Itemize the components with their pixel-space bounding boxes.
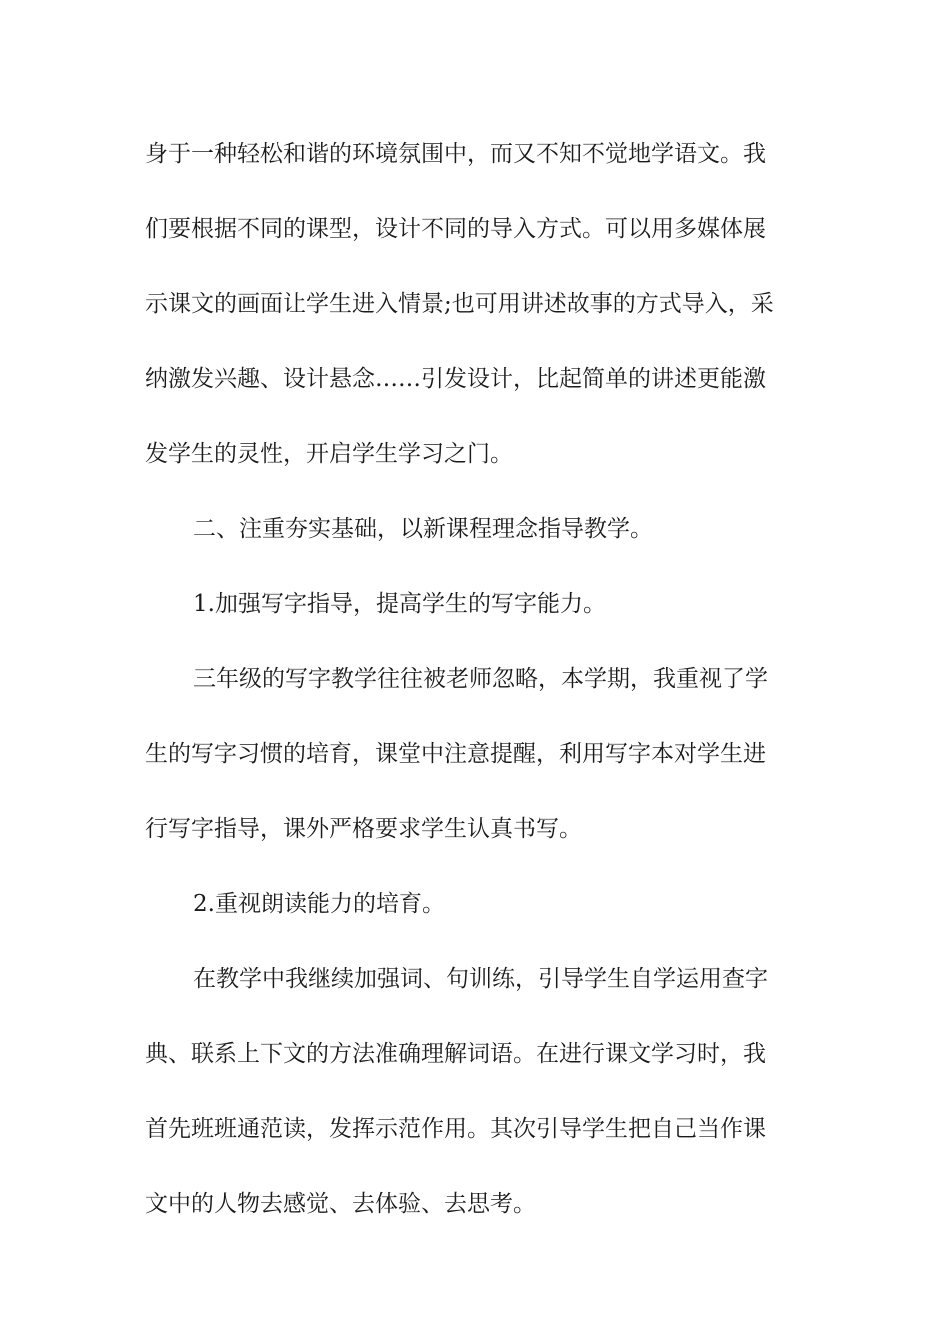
paragraph-line: 身于一种轻松和谐的环境氛围中，而又不知不觉地学语文。我 <box>145 141 766 167</box>
paragraph-line: 首先班班通范读，发挥示范作用。其次引导学生把自己当作课 <box>145 1116 766 1142</box>
paragraph-line: 发学生的灵性，开启学生学习之门。 <box>145 441 513 467</box>
paragraph-line: 在教学中我继续加强词、句训练，引导学生自学运用查字 <box>193 966 768 992</box>
paragraph-line: 典、联系上下文的方法准确理解词语。在进行课文学习时，我 <box>145 1041 766 1067</box>
paragraph-line: 生的写字习惯的培育，课堂中注意提醒，利用写字本对学生进 <box>145 741 766 767</box>
subsection-heading: 1.加强写字指导，提高学生的写字能力。 <box>193 591 606 617</box>
paragraph-line: 们要根据不同的课型，设计不同的导入方式。可以用多媒体展 <box>145 216 766 242</box>
paragraph-line: 示课文的画面让学生进入情景;也可用讲述故事的方式导入，采 <box>145 291 774 317</box>
paragraph-line: 纳激发兴趣、设计悬念……引发设计，比起简单的讲述更能激 <box>145 366 766 392</box>
section-heading: 二、注重夯实基础，以新课程理念指导教学。 <box>193 516 653 542</box>
paragraph-line: 文中的人物去感觉、去体验、去思考。 <box>145 1191 536 1217</box>
subsection-heading: 2.重视朗读能力的培育。 <box>193 891 445 917</box>
paragraph-line: 三年级的写字教学往往被老师忽略，本学期，我重视了学 <box>193 666 768 692</box>
paragraph-line: 行写字指导，课外严格要求学生认真书写。 <box>145 816 582 842</box>
